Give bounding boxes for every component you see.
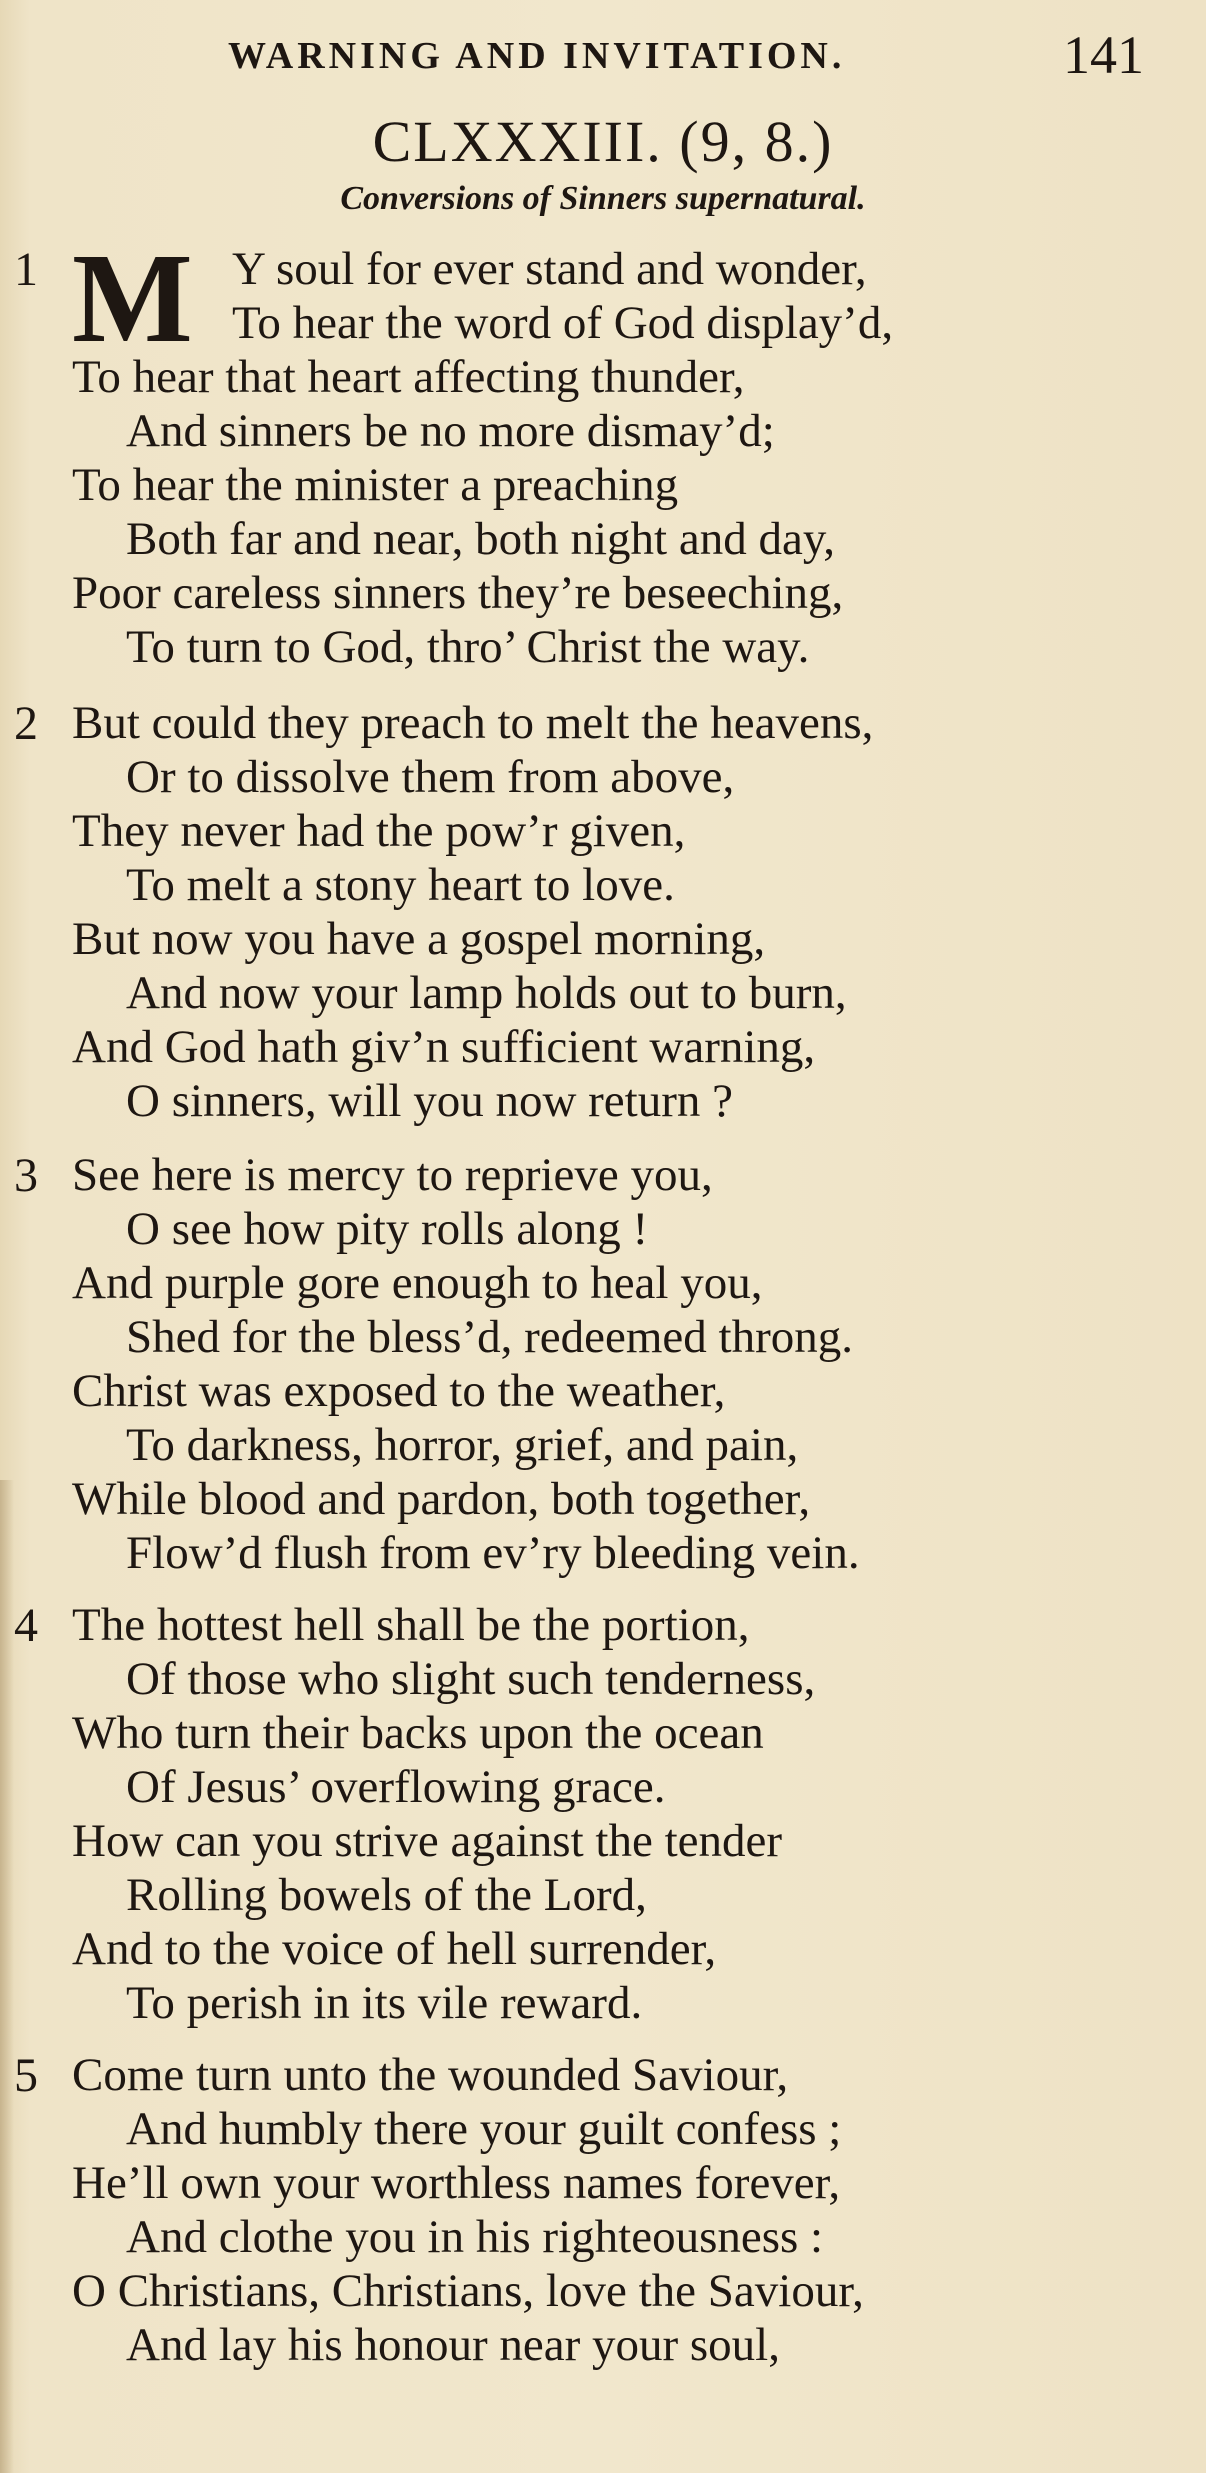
verse-line: O sinners, will you now return ? <box>126 1075 733 1127</box>
verse-line: O Christians, Christians, love the Saviour, <box>72 2265 864 2317</box>
verse-line: And sinners be no more dismay’d; <box>126 405 775 457</box>
verse-line: Or to dissolve them from above, <box>126 751 735 803</box>
page-edge-shadow <box>0 1480 14 2473</box>
verse-line: While blood and pardon, both together, <box>72 1473 811 1525</box>
verse-line: Of those who slight such tenderness, <box>126 1653 816 1705</box>
verse-line: How can you strive against the tender <box>72 1815 783 1867</box>
verse-line: Shed for the bless’d, redeemed throng. <box>126 1311 853 1363</box>
verse-line: The hottest hell shall be the portion, <box>72 1599 750 1651</box>
verse-line: Come turn unto the wounded Saviour, <box>72 2049 789 2101</box>
verse-line: Of Jesus’ overflowing grace. <box>126 1761 666 1813</box>
verse-line: And humbly there your guilt confess ; <box>126 2103 842 2155</box>
verse-line: Y soul for ever stand and wonder, <box>232 243 867 295</box>
verse-line: To perish in its vile reward. <box>126 1977 643 2029</box>
verse-line: Christ was exposed to the weather, <box>72 1365 726 1417</box>
verse-line: And to the voice of hell surrender, <box>72 1923 717 1975</box>
verse-line: To melt a stony heart to love. <box>126 859 675 911</box>
hymn-number: CLXXXIII. (9, 8.) <box>372 109 834 174</box>
stanza-number: 2 <box>14 697 38 750</box>
hymn-subtitle: Conversions of Sinners supernatural. <box>340 180 866 217</box>
running-head-title: WARNING AND INVITATION. <box>228 35 846 77</box>
stanza-number: 1 <box>14 243 38 296</box>
drop-cap: M <box>72 227 193 369</box>
verse-line: And God hath giv’n sufficient warning, <box>72 1021 816 1073</box>
verse-line: He’ll own your worthless names forever, <box>72 2157 841 2209</box>
verse-line: To hear the word of God display’d, <box>232 297 894 349</box>
verse-line: And purple gore enough to heal you, <box>72 1257 763 1309</box>
verse-line: And clothe you in his righteousness : <box>126 2211 824 2263</box>
verse-line: See here is mercy to reprieve you, <box>72 1149 713 1201</box>
verse-line: But could they preach to melt the heavens, <box>72 697 874 749</box>
stanza-number: 4 <box>14 1599 38 1652</box>
page-number: 141 <box>1063 25 1144 85</box>
verse-line: And now your lamp holds out to burn, <box>126 967 847 1019</box>
verse-line: Poor careless sinners they’re beseeching, <box>72 567 844 619</box>
verse-line: To hear the minister a preaching <box>72 459 679 511</box>
verse-line: To turn to God, thro’ Christ the way. <box>126 621 810 673</box>
stanza-number: 5 <box>14 2049 38 2102</box>
verse-line: O see how pity rolls along ! <box>126 1203 649 1255</box>
verse-line: They never had the pow’r given, <box>72 805 686 857</box>
verse-line: To hear that heart affecting thunder, <box>72 351 745 403</box>
verse-line: But now you have a gospel morning, <box>72 913 766 965</box>
verse-line: Who turn their backs upon the ocean <box>72 1707 764 1759</box>
verse-line: Rolling bowels of the Lord, <box>126 1869 647 1921</box>
verse-line: To darkness, horror, grief, and pain, <box>126 1419 799 1471</box>
stanza-number: 3 <box>14 1149 38 1202</box>
verse-line: Both far and near, both night and day, <box>126 513 836 565</box>
running-head <box>0 22 1206 85</box>
verse-line: Flow’d flush from ev’ry bleeding vein. <box>126 1527 860 1579</box>
verse-line: And lay his honour near your soul, <box>126 2319 780 2371</box>
